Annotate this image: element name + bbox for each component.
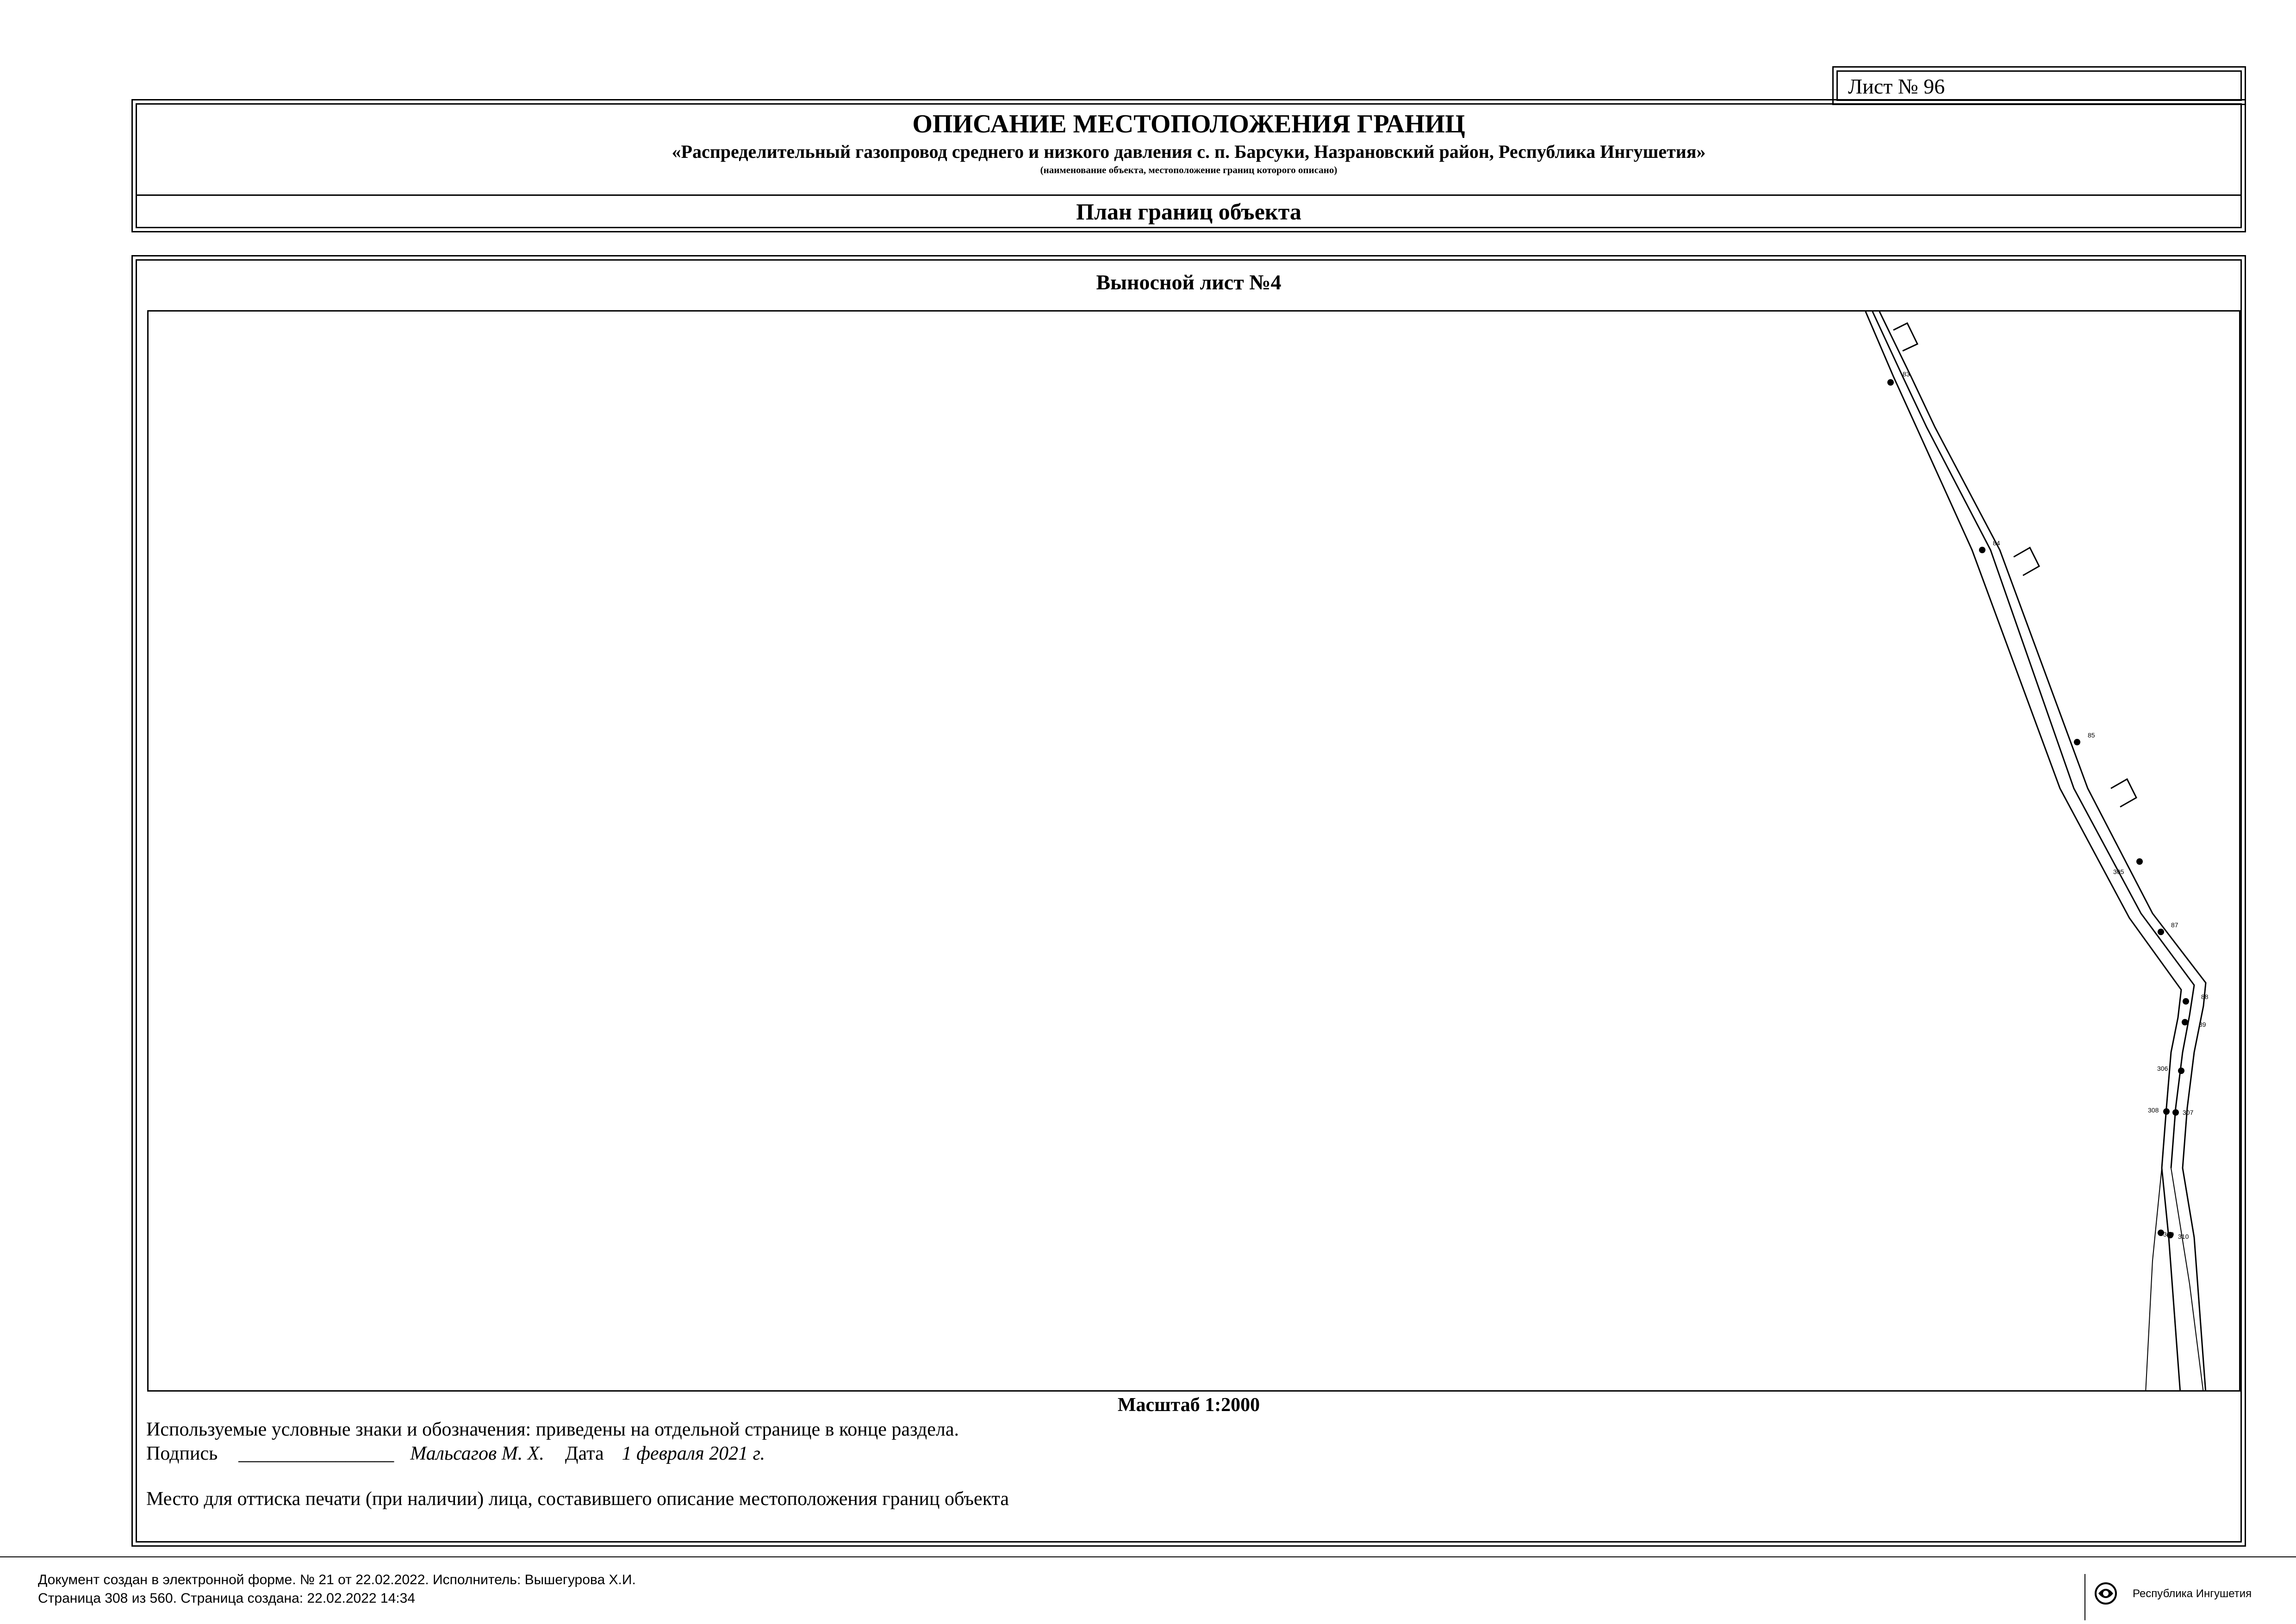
point-label-305: 305 bbox=[2113, 868, 2124, 875]
point-306 bbox=[2178, 1068, 2184, 1074]
point-85 bbox=[2074, 739, 2080, 745]
point-label-84: 84 bbox=[1993, 539, 2000, 547]
boundary-line-outer bbox=[1879, 312, 2206, 1392]
doc-footer-line2: Страница 308 из 560. Страница создана: 22.02.2022 14:34 bbox=[38, 1591, 416, 1606]
point-307 bbox=[2172, 1109, 2179, 1116]
sheet-number: Лист № 96 bbox=[1848, 75, 1945, 98]
point-88 bbox=[2183, 998, 2189, 1005]
point-87 bbox=[2158, 929, 2164, 935]
thin-line-right bbox=[2171, 1168, 2203, 1392]
map-area bbox=[147, 310, 2240, 1392]
thin-line-left bbox=[2146, 1168, 2162, 1392]
point-89 bbox=[2182, 1019, 2188, 1025]
date-value: 1 февраля 2021 г. bbox=[622, 1443, 765, 1464]
point-label-308: 308 bbox=[2148, 1106, 2159, 1114]
point-label-85: 85 bbox=[2088, 731, 2095, 739]
legend-note: Используемые условные знаки и обозначения: приведены на отдельной странице в конце раздела. bbox=[146, 1419, 959, 1440]
plan-subtitle: Выносной лист №4 bbox=[1096, 270, 1282, 294]
notch-2 bbox=[2014, 548, 2039, 575]
boundary-line-inner bbox=[1866, 312, 2181, 1392]
pipeline-line bbox=[1873, 312, 2194, 1168]
header-block bbox=[136, 103, 2242, 228]
signer-name: Мальсагов М. Х. bbox=[410, 1443, 544, 1464]
signature-label: Подпись bbox=[146, 1443, 218, 1464]
point-label-88: 88 bbox=[2201, 993, 2209, 1000]
point-83 bbox=[1887, 379, 1894, 386]
plan-frame bbox=[136, 259, 2242, 1543]
footer-rule bbox=[0, 1556, 2296, 1557]
org-name: Республика Ингушетия bbox=[2133, 1587, 2252, 1600]
point-label-309: 309 bbox=[2163, 1230, 2174, 1238]
section-title: План границ объекта bbox=[1076, 199, 1301, 225]
emblem bbox=[2092, 1580, 2120, 1607]
signature-row bbox=[146, 1442, 765, 1465]
object-name: «Распределительный газопровод среднего и низкого давления с. п. Барсуки, Назрановский район, Республика Ингушетия» bbox=[672, 141, 1706, 162]
object-caption: (наименование объекта, местоположение границ которого описано) bbox=[1040, 164, 1338, 175]
point-label-87: 87 bbox=[2171, 921, 2178, 929]
point-label-83: 83 bbox=[1903, 370, 1910, 378]
notch-3 bbox=[2111, 779, 2136, 807]
point-308 bbox=[2163, 1108, 2170, 1115]
coat-of-arms-icon bbox=[2092, 1580, 2120, 1607]
point-label-307: 307 bbox=[2183, 1109, 2194, 1116]
document-title: ОПИСАНИЕ МЕСТОПОЛОЖЕНИЯ ГРАНИЦ bbox=[912, 110, 1465, 138]
header-divider bbox=[137, 194, 2240, 196]
point-305 bbox=[2136, 858, 2143, 865]
boundary-plan bbox=[149, 312, 2240, 1392]
point-label-306: 306 bbox=[2157, 1065, 2168, 1072]
point-label-310: 310 bbox=[2178, 1233, 2189, 1240]
stamp-note: Место для оттиска печати (при наличии) лица, составившего описание местоположения границ объекта bbox=[146, 1488, 1009, 1510]
scale-label: Масштаб 1:2000 bbox=[1117, 1394, 1260, 1416]
date-label: Дата bbox=[565, 1443, 604, 1464]
sheet-number-box bbox=[1836, 70, 2242, 101]
footer-separator bbox=[2084, 1574, 2085, 1620]
doc-footer-line1: Документ создан в электронной форме. № 21 от 22.02.2022. Исполнитель: Вышегурова Х.И. bbox=[38, 1572, 636, 1587]
point-label-89: 89 bbox=[2199, 1021, 2206, 1028]
point-84 bbox=[1979, 547, 1985, 553]
signature-line: ________________ bbox=[238, 1443, 394, 1464]
